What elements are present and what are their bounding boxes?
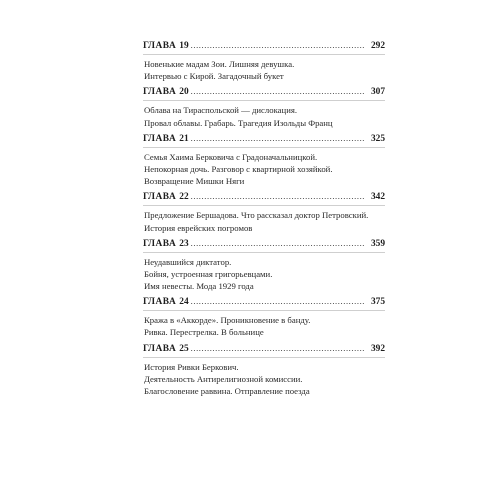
chapter-number: 21 [179,133,189,144]
chapter-page-number: 292 [370,41,385,51]
chapter-summary-line: Имя невесты. Мода 1929 года [144,281,254,292]
toc-chapter-19 [143,39,385,82]
chapter-summary-line: Бойня, устроенная григорьевцами. [144,268,273,279]
toc-chapter-23 [143,237,385,293]
dot-leader: ................................................................ [190,296,366,307]
chapter-summary-line: Кража в «Аккорде». Проникновение в банду. [144,315,311,326]
chapter-label: ГЛАВА [143,133,177,144]
chapter-summary-line: Ривка. Перестрелка. В больнице [144,327,264,338]
dot-leader: ................................................................ [190,86,366,97]
chapter-page-number: 359 [370,238,385,249]
chapter-summary-line: Непокорная дочь. Разговор с квартирной хозяйкой. [144,163,333,174]
chapter-number: 19 [179,41,189,51]
chapter-summary-line: Неудавшийся диктатор. [144,256,232,267]
chapter-summary-line: Провал облавы. Грабарь. Трагедия Изольды Франц [144,117,333,128]
chapter-summary-line: Интервью с Кирой. Загадочный букет [144,71,284,82]
chapter-label: ГЛАВА [143,297,177,308]
chapter-heading-row[interactable] [143,85,385,101]
chapter-number: 25 [179,343,189,354]
dot-leader: ................................................................ [190,191,366,202]
chapter-summary-line: Деятельность Антирелигиозной комиссии. [144,373,303,384]
chapter-summary-line: История еврейских погромов [144,222,253,233]
table-of-contents [143,39,385,397]
chapter-page-number: 342 [370,192,385,203]
toc-chapter-21 [143,132,385,188]
toc-chapter-20 [143,85,385,128]
chapter-heading-row[interactable] [143,190,385,206]
chapter-page-number: 307 [370,87,385,98]
chapter-heading-row[interactable] [143,39,385,55]
chapter-summary-line: Предложение Бершадова. Что рассказал доктор Петровский. [144,210,369,221]
chapter-summary-line: История Ривки Беркович. [144,361,239,372]
dot-leader: ................................................................ [190,342,366,353]
toc-chapter-25 [143,342,385,398]
chapter-label: ГЛАВА [143,41,177,51]
dot-leader: ................................................................ [190,40,366,50]
chapter-number: 20 [179,87,189,98]
chapter-heading-row[interactable] [143,132,385,148]
chapter-label: ГЛАВА [143,87,177,98]
chapter-page-number: 325 [370,133,385,144]
chapter-page-number: 392 [370,343,385,354]
chapter-heading-row[interactable] [143,342,385,358]
chapter-label: ГЛАВА [143,192,177,203]
chapter-page-number: 375 [370,297,385,308]
chapter-number: 23 [179,238,189,249]
chapter-heading-row[interactable] [143,295,385,311]
toc-chapter-22 [143,190,385,233]
chapter-label: ГЛАВА [143,238,177,249]
toc-chapter-24 [143,295,385,338]
chapter-heading-row[interactable] [143,237,385,253]
chapter-number: 22 [179,192,189,203]
dot-leader: ................................................................ [190,237,366,248]
chapter-number: 24 [179,297,189,308]
chapter-summary-line: Возвращение Мишки Няги [144,176,245,187]
chapter-summary-line: Благословение раввина. Отправление поезда [144,386,310,396]
chapter-label: ГЛАВА [143,343,177,354]
chapter-summary-line: Новенькие мадам Зои. Лишняя девушка. [144,59,295,69]
dot-leader: ................................................................ [190,132,366,143]
chapter-summary-line: Семья Хаима Берковича с Градоначальницкой. [144,151,318,162]
chapter-summary-line: Облава на Тираспольской — дислокация. [144,105,298,116]
